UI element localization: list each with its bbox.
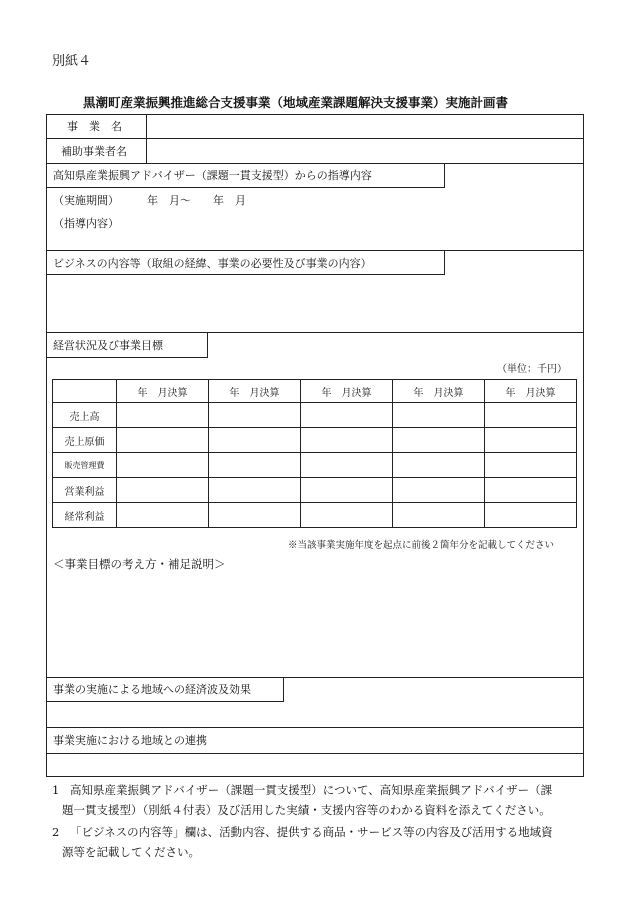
table-cell[interactable] <box>393 478 485 503</box>
table-row <box>53 453 577 478</box>
column-header: 年 月決算 <box>301 380 393 403</box>
table-row <box>53 503 577 528</box>
table-corner-cell <box>53 380 117 403</box>
table-cell[interactable] <box>301 503 393 528</box>
column-header: 年 月決算 <box>117 380 209 403</box>
unit-label: （単位：千円） <box>497 364 567 375</box>
note-2-line-2: 源等を記載してください。 <box>62 845 200 859</box>
table-cell[interactable] <box>117 428 209 453</box>
table-cell[interactable] <box>117 503 209 528</box>
project-name-field[interactable] <box>147 115 583 138</box>
table-cell[interactable] <box>485 453 577 478</box>
page-title: 黒潮町産業振興推進総合支援事業（地域産業課題解決支援事業）実施計画書 <box>83 95 509 110</box>
financial-table <box>52 379 577 528</box>
table-row <box>53 478 577 503</box>
table-row <box>53 403 577 428</box>
note-2-line-1: 「ビジネスの内容等」欄は、活動内容、提供する商品・サービス等の内容及び活用する地域資 <box>70 825 553 839</box>
project-name-label: 事 業 名 <box>67 120 122 133</box>
row-label-sga: 販売管理費 <box>53 453 117 478</box>
table-cell[interactable] <box>393 403 485 428</box>
target-note-label: ＜事業目標の考え方・補足説明＞ <box>53 557 226 571</box>
cooperation-area[interactable] <box>47 754 583 776</box>
column-header: 年 月決算 <box>485 380 577 403</box>
table-cell[interactable] <box>117 453 209 478</box>
row-label-cost-of-sales: 売上原価 <box>53 428 117 453</box>
table-cell[interactable] <box>301 428 393 453</box>
table-footnote: ※当該事業実施年度を起点に前後２箇年分を記載してください <box>288 540 555 551</box>
table-header-row <box>53 380 577 403</box>
management-heading: 経営状況及び事業目標 <box>53 339 163 352</box>
row-label-ordinary-profit: 経常利益 <box>53 503 117 528</box>
table-cell[interactable] <box>393 453 485 478</box>
table-cell[interactable] <box>485 428 577 453</box>
note-number: 2 <box>52 825 60 839</box>
content-label: （指導内容） <box>53 217 119 230</box>
table-cell[interactable] <box>117 478 209 503</box>
period-label: （実施期間） <box>53 194 119 207</box>
table-cell[interactable] <box>209 428 301 453</box>
table-cell[interactable] <box>485 503 577 528</box>
table-cell[interactable] <box>209 503 301 528</box>
cooperation-heading: 事業実施における地域との連携 <box>53 734 207 747</box>
table-cell[interactable] <box>209 453 301 478</box>
table-cell[interactable] <box>209 403 301 428</box>
table-cell[interactable] <box>485 478 577 503</box>
economic-effect-heading: 事業の実施による地域への経済波及効果 <box>53 683 251 696</box>
operator-field[interactable] <box>147 139 583 162</box>
table-cell[interactable] <box>301 453 393 478</box>
note-number: 1 <box>52 783 60 797</box>
table-cell[interactable] <box>393 503 485 528</box>
column-header: 年 月決算 <box>209 380 301 403</box>
advisor-heading: 高知県産業振興アドバイザー（課題一貫支援型）からの指導内容 <box>53 169 372 182</box>
economic-effect-area[interactable] <box>47 703 583 726</box>
table-row <box>53 428 577 453</box>
note-1-line-1: 高知県産業振興アドバイザー（課題一貫支援型）について、高知県産業振興アドバイザー（課 <box>70 783 553 797</box>
table-cell[interactable] <box>209 478 301 503</box>
table-cell[interactable] <box>117 403 209 428</box>
business-content-area[interactable] <box>47 276 583 331</box>
period-value[interactable]: 年 月～ 年 月 <box>147 194 246 207</box>
annex-label: 別紙４ <box>52 54 92 69</box>
table-cell[interactable] <box>485 403 577 428</box>
row-label-operating-profit: 営業利益 <box>53 478 117 503</box>
table-cell[interactable] <box>301 403 393 428</box>
table-cell[interactable] <box>393 428 485 453</box>
target-note-area[interactable] <box>47 575 583 675</box>
operator-label: 補助事業者名 <box>61 145 127 158</box>
business-heading: ビジネスの内容等（取組の経緯、事業の必要性及び事業の内容） <box>53 257 372 270</box>
column-header: 年 月決算 <box>393 380 485 403</box>
row-label-sales: 売上高 <box>53 403 117 428</box>
table-cell[interactable] <box>301 478 393 503</box>
note-1-line-2: 題一貫支援型）（別紙４付表）及び活用した実績・支援内容等のわかる資料を添えてください。 <box>62 803 551 817</box>
